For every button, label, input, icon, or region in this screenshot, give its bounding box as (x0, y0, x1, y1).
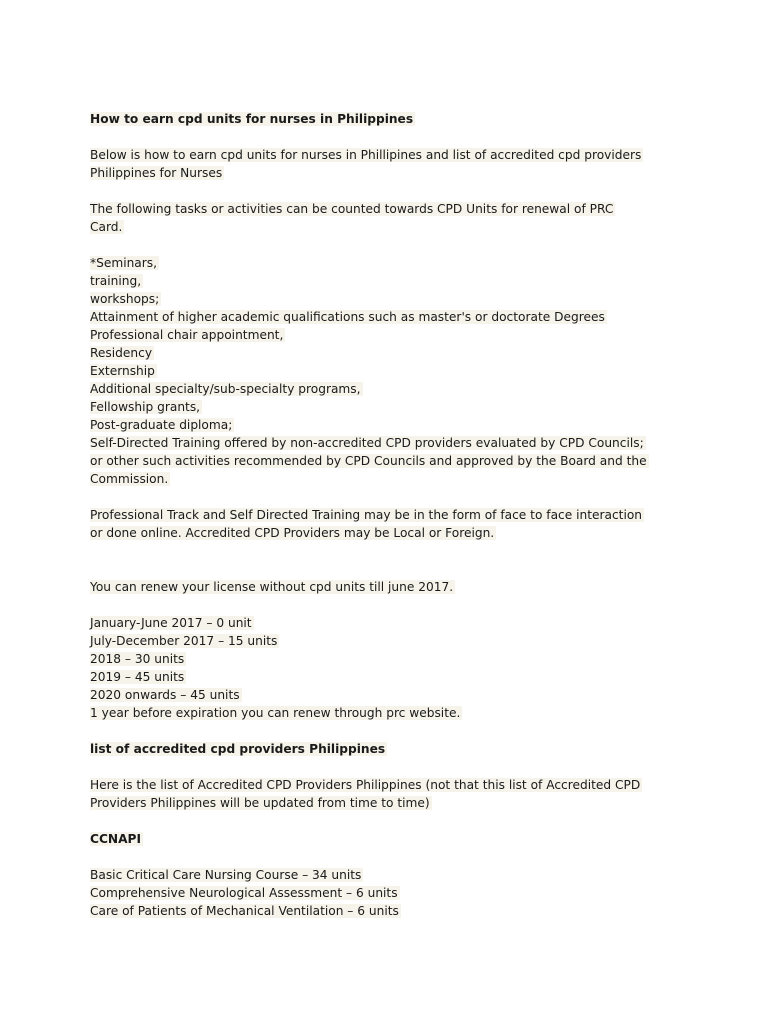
schedule-item: 2020 onwards – 45 units (90, 688, 240, 702)
schedule-item: January-June 2017 – 0 unit (90, 616, 252, 630)
activity-item: or other such activities recommended by CPD Councils and approved by the Board and the (90, 454, 647, 468)
activity-item: training, (90, 274, 142, 288)
activity-item: Additional specialty/sub-specialty programs, (90, 382, 361, 396)
ccnapi-heading: CCNAPI (90, 832, 141, 846)
activity-item: Post-graduate diploma; (90, 418, 233, 432)
activity-item: *Seminars, (90, 256, 158, 270)
activity-item: Attainment of higher academic qualifications such as master's or doctorate Degrees (90, 310, 605, 324)
renew-note: You can renew your license without cpd units till june 2017. (90, 580, 454, 594)
track-note-line: or done online. Accredited CPD Providers may be Local or Foreign. (90, 526, 495, 540)
track-note-line: Professional Track and Self Directed Training may be in the form of face to face interaction (90, 508, 643, 522)
schedule-item: 2019 – 45 units (90, 670, 185, 684)
activity-item: Fellowship grants, (90, 400, 201, 414)
providers-intro-line: Here is the list of Accredited CPD Providers Philippines (not that this list of Accredited CPD (90, 778, 641, 792)
course-item: Comprehensive Neurological Assessment – 6 units (90, 886, 398, 900)
schedule-item: 1 year before expiration you can renew through prc website. (90, 706, 461, 720)
activity-item: Externship (90, 364, 155, 378)
schedule-item: July-December 2017 – 15 units (90, 634, 278, 648)
activity-item: Self-Directed Training offered by non-accredited CPD providers evaluated by CPD Councils; (90, 436, 644, 450)
activity-item: workshops; (90, 292, 160, 306)
schedule-item: 2018 – 30 units (90, 652, 185, 666)
providers-heading: list of accredited cpd providers Philippines (90, 742, 386, 756)
course-item: Basic Critical Care Nursing Course – 34 units (90, 868, 362, 882)
activity-item: Residency (90, 346, 153, 360)
course-item: Care of Patients of Mechanical Ventilation – 6 units (90, 904, 399, 918)
activity-item: Commission. (90, 472, 169, 486)
intro-line: Philippines for Nurses (90, 166, 223, 180)
intro-line: Below is how to earn cpd units for nurses in Phillipines and list of accredited cpd providers (90, 148, 642, 162)
tasks-intro-line: Card. (90, 220, 123, 234)
tasks-intro-line: The following tasks or activities can be counted towards CPD Units for renewal of PRC (90, 202, 614, 216)
document-body (90, 110, 690, 920)
activity-item: Professional chair appointment, (90, 328, 284, 342)
providers-intro-line: Providers Philippines will be updated from time to time) (90, 796, 430, 810)
page-title: How to earn cpd units for nurses in Philippines (90, 112, 414, 126)
